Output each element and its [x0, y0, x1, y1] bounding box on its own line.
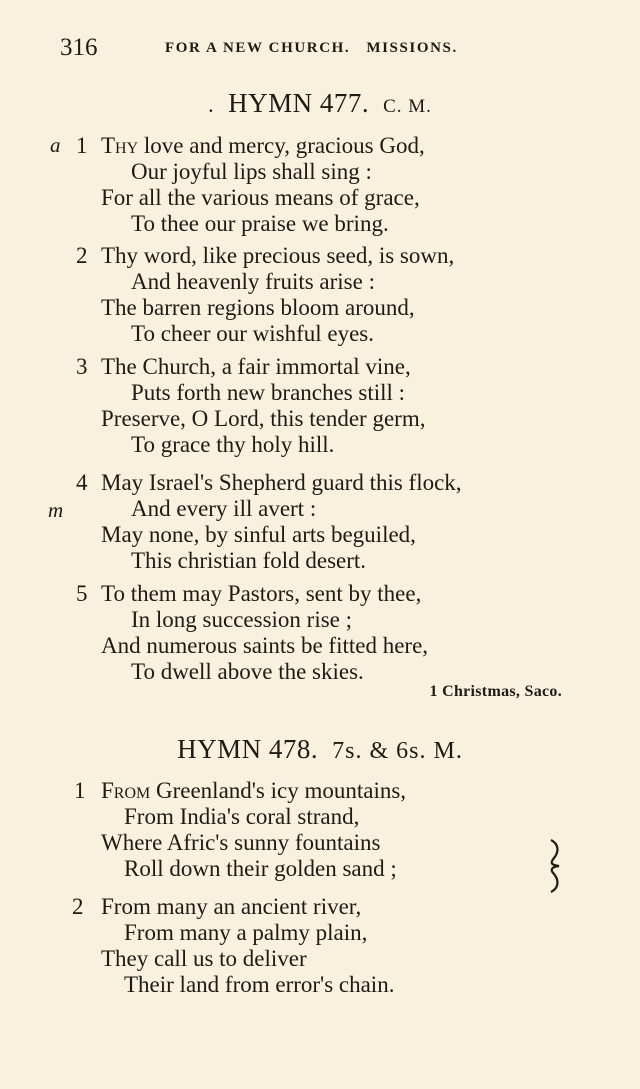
verse-line: From many an ancient river,: [101, 894, 362, 919]
verse-line: They call us to deliver: [101, 946, 307, 971]
verse-number: 2: [72, 894, 84, 919]
verse-line: To cheer our wishful eyes.: [131, 321, 375, 346]
verse-line: To dwell above the skies.: [131, 659, 364, 684]
verse-number: 1: [74, 778, 86, 803]
page-header: [60, 34, 520, 64]
verse-line: Their land from error's chain.: [124, 972, 395, 997]
verse-first-word: From: [101, 778, 151, 803]
verse-line: For all the various means of grace,: [101, 185, 420, 210]
verse-line: Thy word, like precious seed, is sown,: [101, 243, 455, 268]
verse-number: 5: [76, 581, 88, 606]
verse-line: And heavenly fruits arise :: [131, 269, 375, 294]
hymn-477-meter: C. M.: [383, 96, 432, 117]
hymn-478-title-row: [0, 734, 640, 765]
hymn-478-title: HYMN 478.: [177, 734, 319, 764]
verse-line: May Israel's Shepherd guard this flock,: [101, 470, 462, 495]
verse-line: And every ill avert :: [131, 496, 317, 521]
verse-line-text: Greenland's icy mountains,: [150, 778, 407, 803]
verse-number: 4: [76, 470, 88, 495]
verse-line: To them may Pastors, sent by thee,: [101, 581, 422, 606]
verse-line: The barren regions bloom around,: [101, 295, 415, 320]
verse-line: Roll down their golden sand ;: [124, 856, 397, 881]
hymn-478-meter: 7s. & 6s. M.: [332, 738, 463, 764]
verse-line: The Church, a fair immortal vine,: [101, 354, 411, 379]
verse-line: To thee our praise we bring.: [131, 211, 389, 236]
dynamic-mark-m: m: [48, 498, 64, 522]
dynamic-mark-a: a: [50, 133, 61, 157]
verse-number: 2: [76, 243, 88, 268]
verse-line: [101, 779, 406, 802]
verse-line: May none, by sinful arts beguiled,: [101, 522, 416, 547]
verse-line: And numerous saints be fitted here,: [101, 633, 429, 658]
verse-line: Our joyful lips shall sing :: [131, 159, 372, 184]
verse-line-text: love and mercy, gracious God,: [138, 133, 425, 158]
ornament-dot: .: [208, 92, 215, 117]
brace-icon: [545, 838, 567, 894]
running-title: FOR A NEW CHURCH. MISSIONS.: [165, 40, 458, 56]
verse-number: 1: [76, 133, 88, 158]
verse-line: From many a palmy plain,: [124, 920, 368, 945]
hymn-477-title-row: [0, 88, 640, 119]
verse-line: This christian fold desert.: [131, 548, 367, 573]
verse-line: Where Afric's sunny fountains: [101, 830, 381, 855]
tune-note: 1 Christmas, Saco.: [429, 683, 562, 700]
verse-first-word: Thy: [101, 133, 139, 158]
verse-line: In long succession rise ;: [131, 607, 353, 632]
page-number: 316: [60, 34, 98, 61]
verse-line: Puts forth new branches still :: [131, 380, 406, 405]
hymn-477-title: HYMN 477.: [228, 88, 370, 118]
verse-line: [101, 134, 425, 157]
verse-line: From India's coral strand,: [124, 804, 360, 829]
verse-line: Preserve, O Lord, this tender germ,: [101, 406, 426, 431]
verse-line: To grace thy holy hill.: [131, 432, 335, 457]
verse-number: 3: [76, 354, 88, 379]
